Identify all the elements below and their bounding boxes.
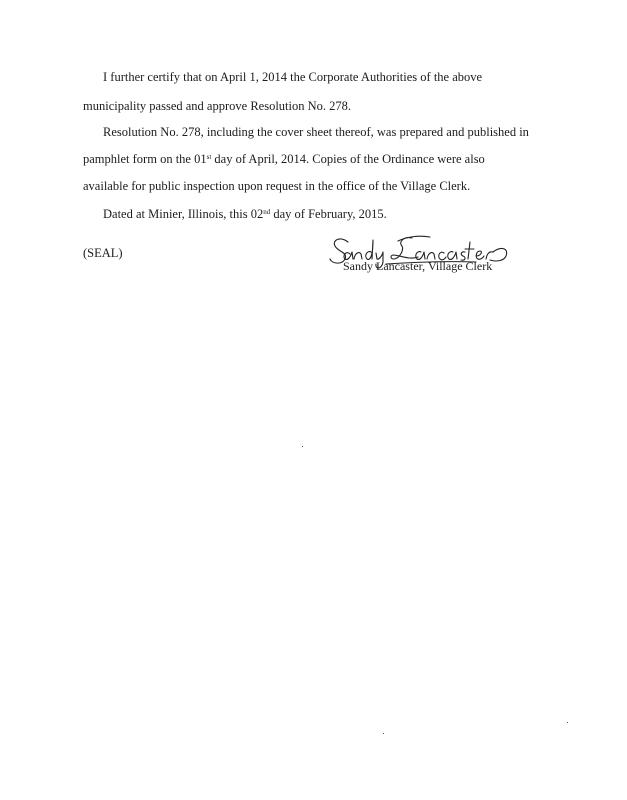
certify-line-1: I further certify that on April 1, 2014 the Corporate Authorities of the above — [103, 70, 483, 84]
dated-line-start: Dated at Minier, Illinois, this 02 — [103, 207, 264, 221]
scan-speck — [302, 446, 303, 447]
resolution-line-3: available for public inspection upon request in the office of the Village Clerk. — [83, 179, 471, 193]
resolution-line-2 — [83, 151, 485, 167]
ordinal-suffix-st: st — [206, 153, 212, 161]
scan-speck — [567, 722, 568, 723]
dated-line-end: day of February, 2015. — [270, 207, 387, 221]
certify-line-2: municipality passed and approve Resolution No. 278. — [83, 99, 352, 113]
dated-line — [103, 206, 387, 222]
resolution-line-2-start: pamphlet form on the 01 — [83, 152, 207, 166]
resolution-line-2-end: day of April, 2014. Copies of the Ordinance were also — [211, 152, 485, 166]
seal-label: (SEAL) — [83, 246, 123, 260]
ordinal-suffix-nd: nd — [263, 208, 271, 216]
scan-speck — [383, 733, 384, 734]
resolution-line-1: Resolution No. 278, including the cover sheet thereof, was prepared and published in — [103, 125, 529, 139]
signer-name-title: Sandy Lancaster, Village Clerk — [343, 259, 493, 273]
